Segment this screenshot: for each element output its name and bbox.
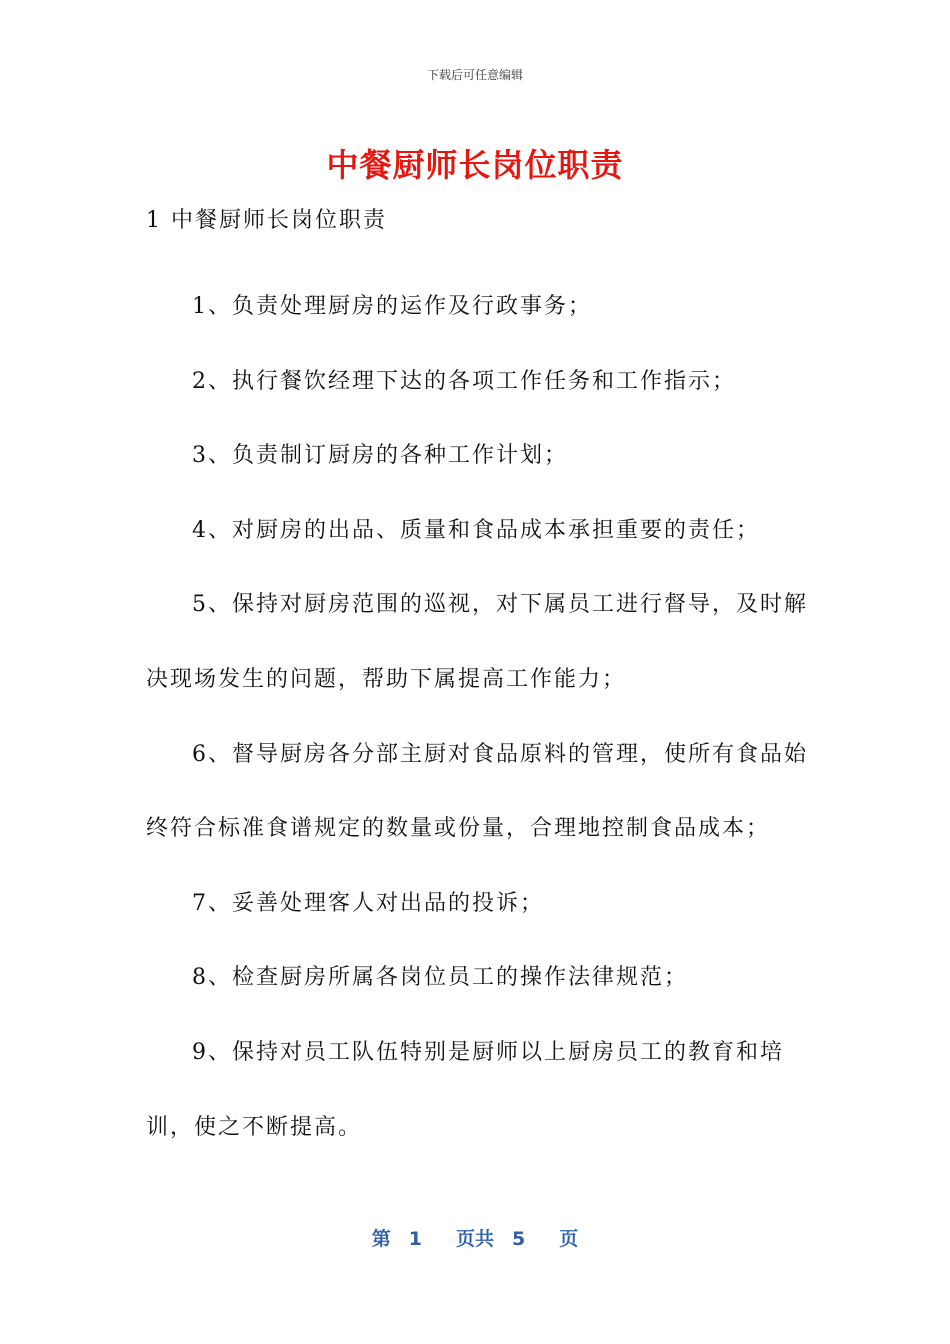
- total-pages-number: 5: [512, 1228, 526, 1250]
- duty-item-6: 6、督导厨房各分部主厨对食品原料的管理，使所有食品始终符合标准食谱规定的数量或份量，合理地控制食品成本；: [146, 741, 808, 842]
- duty-item-8: 8、检查厨房所属各岗位员工的操作法律规范；: [192, 965, 688, 991]
- duty-item-9: 9、保持对员工队伍特别是厨师以上厨房员工的教育和培训，使之不断提高。: [146, 1039, 784, 1140]
- duty-item-7: 7、妥善处理客人对出品的投诉；: [192, 890, 544, 916]
- document-title: 中餐厨师长岗位职责: [326, 146, 624, 184]
- header-note: 下载后可任意编辑: [426, 68, 523, 82]
- duty-item-5: 5、保持对厨房范围的巡视，对下属员工进行督导，及时解决现场发生的问题，帮助下属提高工作能力；: [146, 592, 808, 692]
- duty-item-2: 2、执行餐饮经理下达的各项工作任务和工作指示；: [192, 368, 736, 394]
- page-label-suffix: 页: [559, 1228, 579, 1250]
- duty-item-1: 1、负责处理厨房的运作及行政事务；: [192, 294, 592, 319]
- duty-item-4: 4、对厨房的出品、质量和食品成本承担重要的责任；: [192, 517, 760, 543]
- duty-item-3: 3、负责制订厨房的各种工作计划；: [192, 443, 568, 469]
- page-footer: [0, 1224, 950, 1251]
- current-page-number: 1: [408, 1228, 422, 1250]
- page-label-mid: 页共: [455, 1228, 494, 1250]
- page-label-prefix: 第: [371, 1228, 391, 1250]
- section-heading: 1 中餐厨师长岗位职责: [146, 208, 387, 233]
- document-body: [146, 270, 810, 1165]
